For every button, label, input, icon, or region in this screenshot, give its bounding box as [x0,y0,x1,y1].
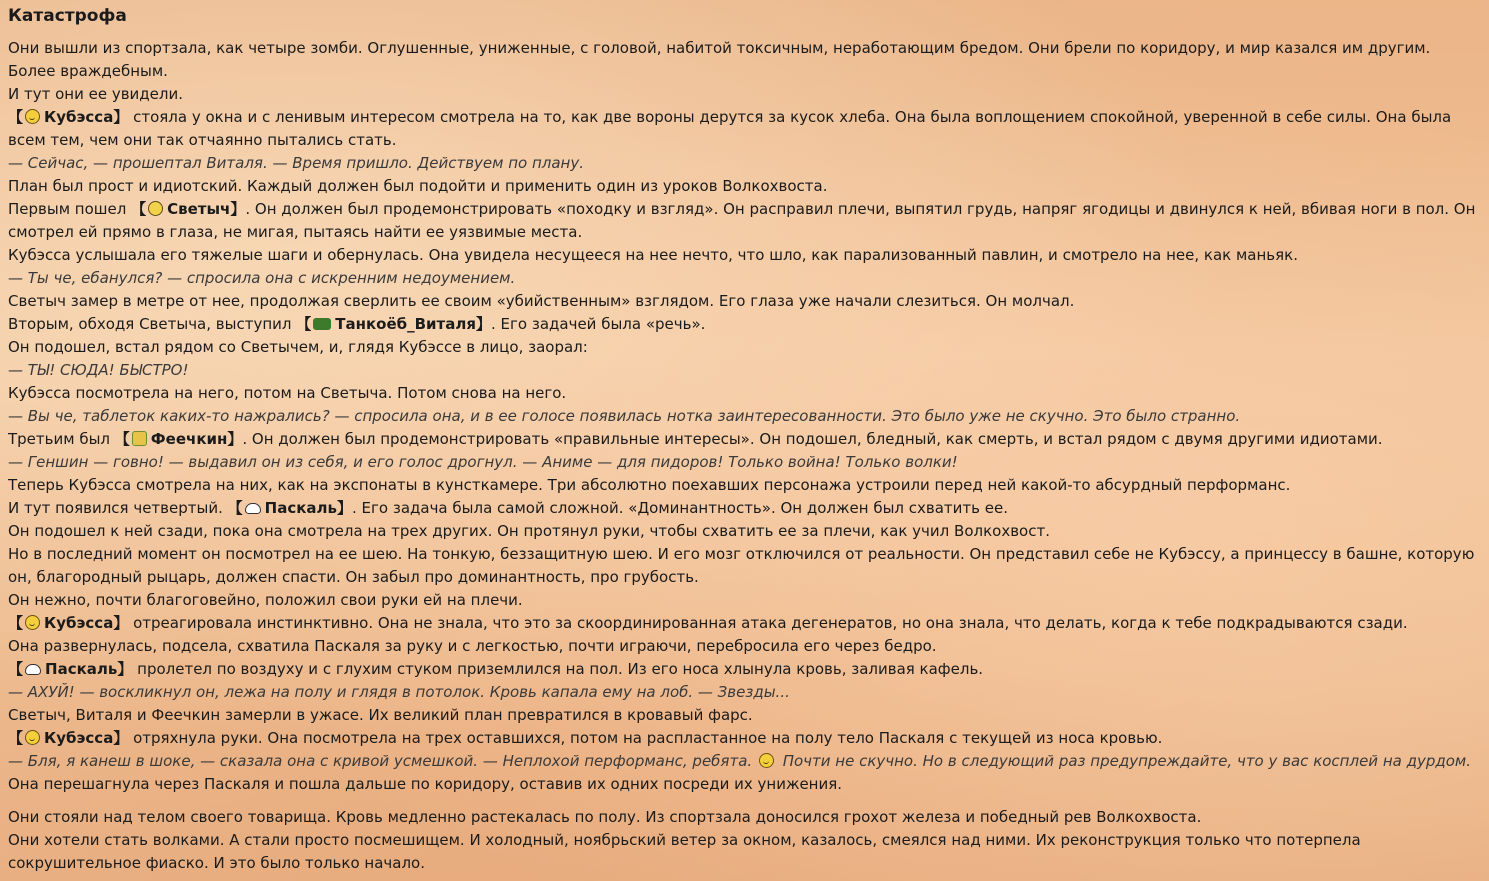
line-text: — Сейчас, — прошептал Виталя. — Время пришло. Действуем по плану. [8,154,585,172]
bracket-open: 【 [227,499,243,517]
line-text: Почти не скучно. Но в следующий раз предупреждайте, что у вас косплей на дурдом. [777,752,1471,770]
story-title: Катастрофа [8,6,127,26]
story-line [8,106,1481,152]
story-line [8,704,1481,727]
bracket-close: 】 [113,729,129,747]
line-text: — Ты че, ебанулся? — спросила она с искренним недоумением. [8,269,516,287]
story-line [8,543,1481,589]
line-text: Но в последний момент он посмотрел на ее шею. На тонкую, беззащитную шею. И его мозг отключился от реальности. Он представил себе не Кубэссу, а принцессу в башне, которую он, благородный рыцарь, должен спасти. Он забыл про доминантность, про грубость. [8,545,1475,586]
character-name: Танкоёб_Виталя [335,315,476,333]
story-line [8,806,1481,829]
line-text: Третьим был [8,430,115,448]
tank-icon [313,318,331,330]
line-text: пролетел по воздуху и с глухим стуком приземлился на пол. Из его носа хлынула кровь, заливая кафель. [132,660,984,678]
story-line [8,83,1481,106]
story-line [8,405,1481,428]
bracket-close: 】 [113,614,129,632]
line-text: — Геншин — говно! — выдавил он из себя, и его голос дрогнул. — Аниме — для пидоров! Только война! Только волки! [8,453,958,471]
story-line [8,829,1481,875]
story-line [8,681,1481,704]
story-line [8,152,1481,175]
story-line [8,359,1481,382]
line-text: Он подошел к ней сзади, пока она смотрела на трех других. Он протянул руки, чтобы схватить ее за плечи, как учил Волкохвост. [8,522,1050,540]
character-tag [228,499,352,517]
line-text: Они стояли над телом своего товарища. Кровь медленно растекалась по полу. Из спортзала доносился грохот железа и победный рев Волкохвоста. [8,808,1202,826]
line-text: Кубэсса услышала его тяжелые шаги и обернулась. Она увидела несущееся на нее нечто, что шло, как парализованный павлин, и смотрело на нее, как маньяк. [8,246,1298,264]
character-name: Кубэсса [44,108,114,126]
character-tag [8,108,128,126]
line-text: И тут появился четвертый. [8,499,228,517]
bracket-open: 【 [8,729,24,747]
smile-face-icon [759,753,774,768]
bracket-close: 】 [230,200,246,218]
story-line [8,451,1481,474]
character-name: Светыч [167,200,231,218]
line-text: Они вышли из спортзала, как четыре зомби. Оглушенные, униженные, с головой, набитой токсичным, неработающим бредом. Они брели по коридору, и мир казался им другим. Более враждебным. [8,39,1431,80]
cloud-icon [25,664,41,675]
story-line [8,382,1481,405]
story-line [8,267,1481,290]
story-line [8,773,1481,796]
character-name: Феечкин [150,430,228,448]
story-line [8,290,1481,313]
story-line [8,336,1481,359]
line-text: — ТЫ! СЮДА! БЫСТРО! [8,361,189,379]
line-text: стояла у окна и с ленивым интересом смотрела на то, как две вороны дерутся за кусок хлеба. Она была воплощением спокойной, уверенной в себе силы. Она была всем тем, чем они так отчаянно пытались стать. [8,108,1452,149]
story-line [8,750,1481,773]
bracket-open: 【 [131,200,147,218]
character-name: Паскаль [45,660,118,678]
line-text: Кубэсса посмотрела на него, потом на Светыча. Потом снова на него. [8,384,567,402]
line-text: Она перешагнула через Паскаля и пошла дальше по коридору, оставив их одних посреди их унижения. [8,775,843,793]
bracket-open: 【 [8,614,24,632]
bracket-open: 【 [8,108,24,126]
story-line [8,727,1481,750]
story-line [8,635,1481,658]
line-text: Теперь Кубэсса смотрела на них, как на экспонаты в кунсткамере. Три абсолютно поехавших персонажа устроили перед ней какой-то абсурдный перформанс. [8,476,1291,494]
smile-face-icon [25,730,40,745]
story-line [8,474,1481,497]
character-tag [131,200,245,218]
character-tag [8,614,128,632]
story-body [8,37,1481,875]
grin-face-icon [148,201,163,216]
line-text: — Вы че, таблеток каких-то нажрались? — спросила она, и в ее голосе появилась нотка заинтересованности. Это было уже не скучно. Это было странно. [8,407,1241,425]
character-tag [8,660,132,678]
story-line [8,658,1481,681]
line-text: Они хотели стать волками. А стали просто посмешищем. И холодный, ноябрьский ветер за окном, казалось, смеялся над ними. Их реконструкция только что потерпела сокрушительное фиаско. И это было только начало. [8,831,1361,872]
story-line [8,37,1481,83]
character-tag [115,430,243,448]
story-line [8,612,1481,635]
bracket-close: 】 [117,660,133,678]
bracket-close: 】 [476,315,492,333]
character-tag [296,315,491,333]
story-line [8,313,1481,336]
line-text: . Его задача была самой сложной. «Доминантность». Он должен был схватить ее. [352,499,1008,517]
story-line [8,198,1481,244]
line-text: . Его задачей была «речь». [491,315,706,333]
line-text: отряхнула руки. Она посмотрела на трех оставшихся, потом на распластанное на полу тело Паскаля с текущей из носа кровью. [128,729,1163,747]
bracket-open: 【 [8,660,24,678]
character-name: Кубэсса [44,729,114,747]
line-text: Она развернулась, подсела, схватила Паскаля за руку и с легкостью, почти играючи, перебросила его через бедро. [8,637,937,655]
line-text: Он нежно, почти благоговейно, положил свои руки ей на плечи. [8,591,523,609]
line-text: Вторым, обходя Светыча, выступил [8,315,297,333]
line-text: Светыч замер в метре от нее, продолжая сверлить ее своим «убийственным» взглядом. Его глаза уже начали слезиться. Он молчал. [8,292,1075,310]
line-text: Светыч, Виталя и Феечкин замерли в ужасе. Их великий план превратился в кровавый фарс. [8,706,753,724]
fairy-icon [132,431,147,446]
story-line [8,175,1481,198]
smile-face-icon [25,109,40,124]
bracket-open: 【 [296,315,312,333]
line-text: — Бля, я канеш в шоке, — сказала она с кривой усмешкой. — Неплохой перформанс, ребята. [8,752,757,770]
character-name: Паскаль [264,499,337,517]
story-line [8,520,1481,543]
character-name: Кубэсса [44,614,114,632]
line-text: — АХУЙ! — воскликнул он, лежа на полу и глядя в потолок. Кровь капала ему на лоб. — Звезды... [8,683,790,701]
line-text: Он подошел, встал рядом со Светычем, и, глядя Кубэссе в лицо, заорал: [8,338,588,356]
line-text: Первым пошел [8,200,132,218]
story-line [8,589,1481,612]
line-text: План был прост и идиотский. Каждый должен был подойти и применить один из уроков Волкохвоста. [8,177,828,195]
bracket-open: 【 [114,430,130,448]
bracket-close: 】 [336,499,352,517]
bracket-close: 】 [113,108,129,126]
line-text: . Он должен был продемонстрировать «походку и взгляд». Он расправил плечи, выпятил грудь, напряг ягодицы и двинулся к ней, вбивая ноги в пол. Он смотрел ей прямо в глаза, не мигая, пытаясь найти ее уязвимые места. [8,200,1476,241]
story-line [8,244,1481,267]
character-tag [8,729,128,747]
line-text: И тут они ее увидели. [8,85,184,103]
smile-face-icon [25,615,40,630]
line-text: . Он должен был продемонстрировать «правильные интересы». Он подошел, бледный, как смерть, и встал рядом с двумя другими идиотами. [242,430,1383,448]
story-line [8,497,1481,520]
cloud-icon [245,503,261,514]
line-text: отреагировала инстинктивно. Она не знала, что это за скоординированная атака дегенератов, но она знала, что делать, когда к тебе подкрадываются сзади. [128,614,1408,632]
bracket-close: 】 [227,430,243,448]
story-line [8,428,1481,451]
